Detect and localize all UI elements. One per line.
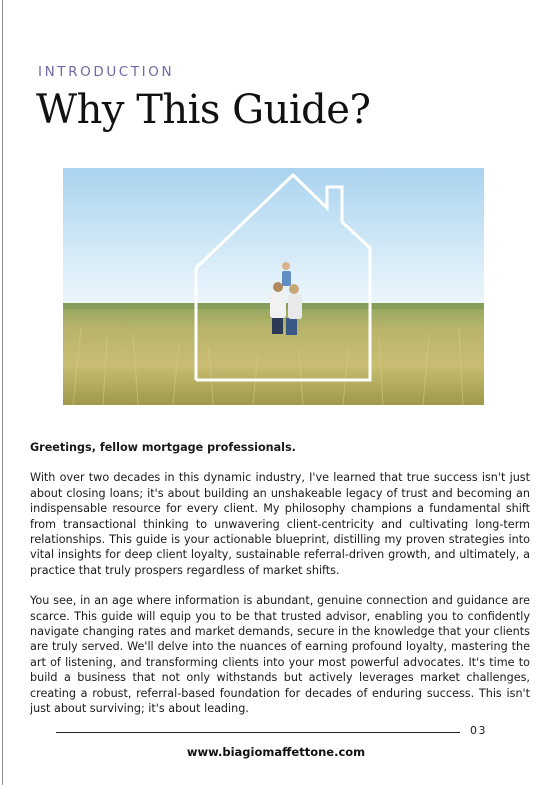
website-link[interactable]: www.biagiomaffettone.com (186, 745, 366, 759)
hero-image (63, 168, 484, 405)
body-text (30, 440, 530, 732)
paragraph-2: You see, in an age where information is abundant, genuine connection and guidance are scarce. This guide will equip you to be that trusted advisor, enabling you to confidently navigate changing rates and market demands, secure in the knowledge that your clients are truly served. We'll delve into the nuances of earning profound loyalty, mastering the art of listening, and transforming clients into your most powerful advocates. It's time to build a business that not only withstands but actively leverages market challenges, creating a robust, referral-based foundation for decades of enduring success. This isn't just about surviving; it's about leading. (30, 594, 530, 716)
page-title: Why This Guide? (36, 87, 371, 133)
greeting: Greetings, fellow mortgage professionals. (30, 441, 296, 454)
page-edge-rule (2, 0, 3, 785)
section-eyebrow: INTRODUCTION (38, 64, 175, 80)
page-number: 03 (470, 724, 487, 737)
paragraph-1: With over two decades in this dynamic industry, I've learned that true success isn't just about closing loans; it's about building an unshakeable legacy of trust and becoming an indispensable resource for every client. My philosophy champions a fundamental shift from transactional thinking to unwavering client-centricity and cultivating long-term relationships. This guide is your actionable blueprint, distilling my proven strategies into vital insights for deep client loyalty, sustainable referral-driven growth, and ultimately, a practice that truly prospers regardless of market shifts. (30, 471, 530, 577)
footer-divider (56, 732, 460, 733)
